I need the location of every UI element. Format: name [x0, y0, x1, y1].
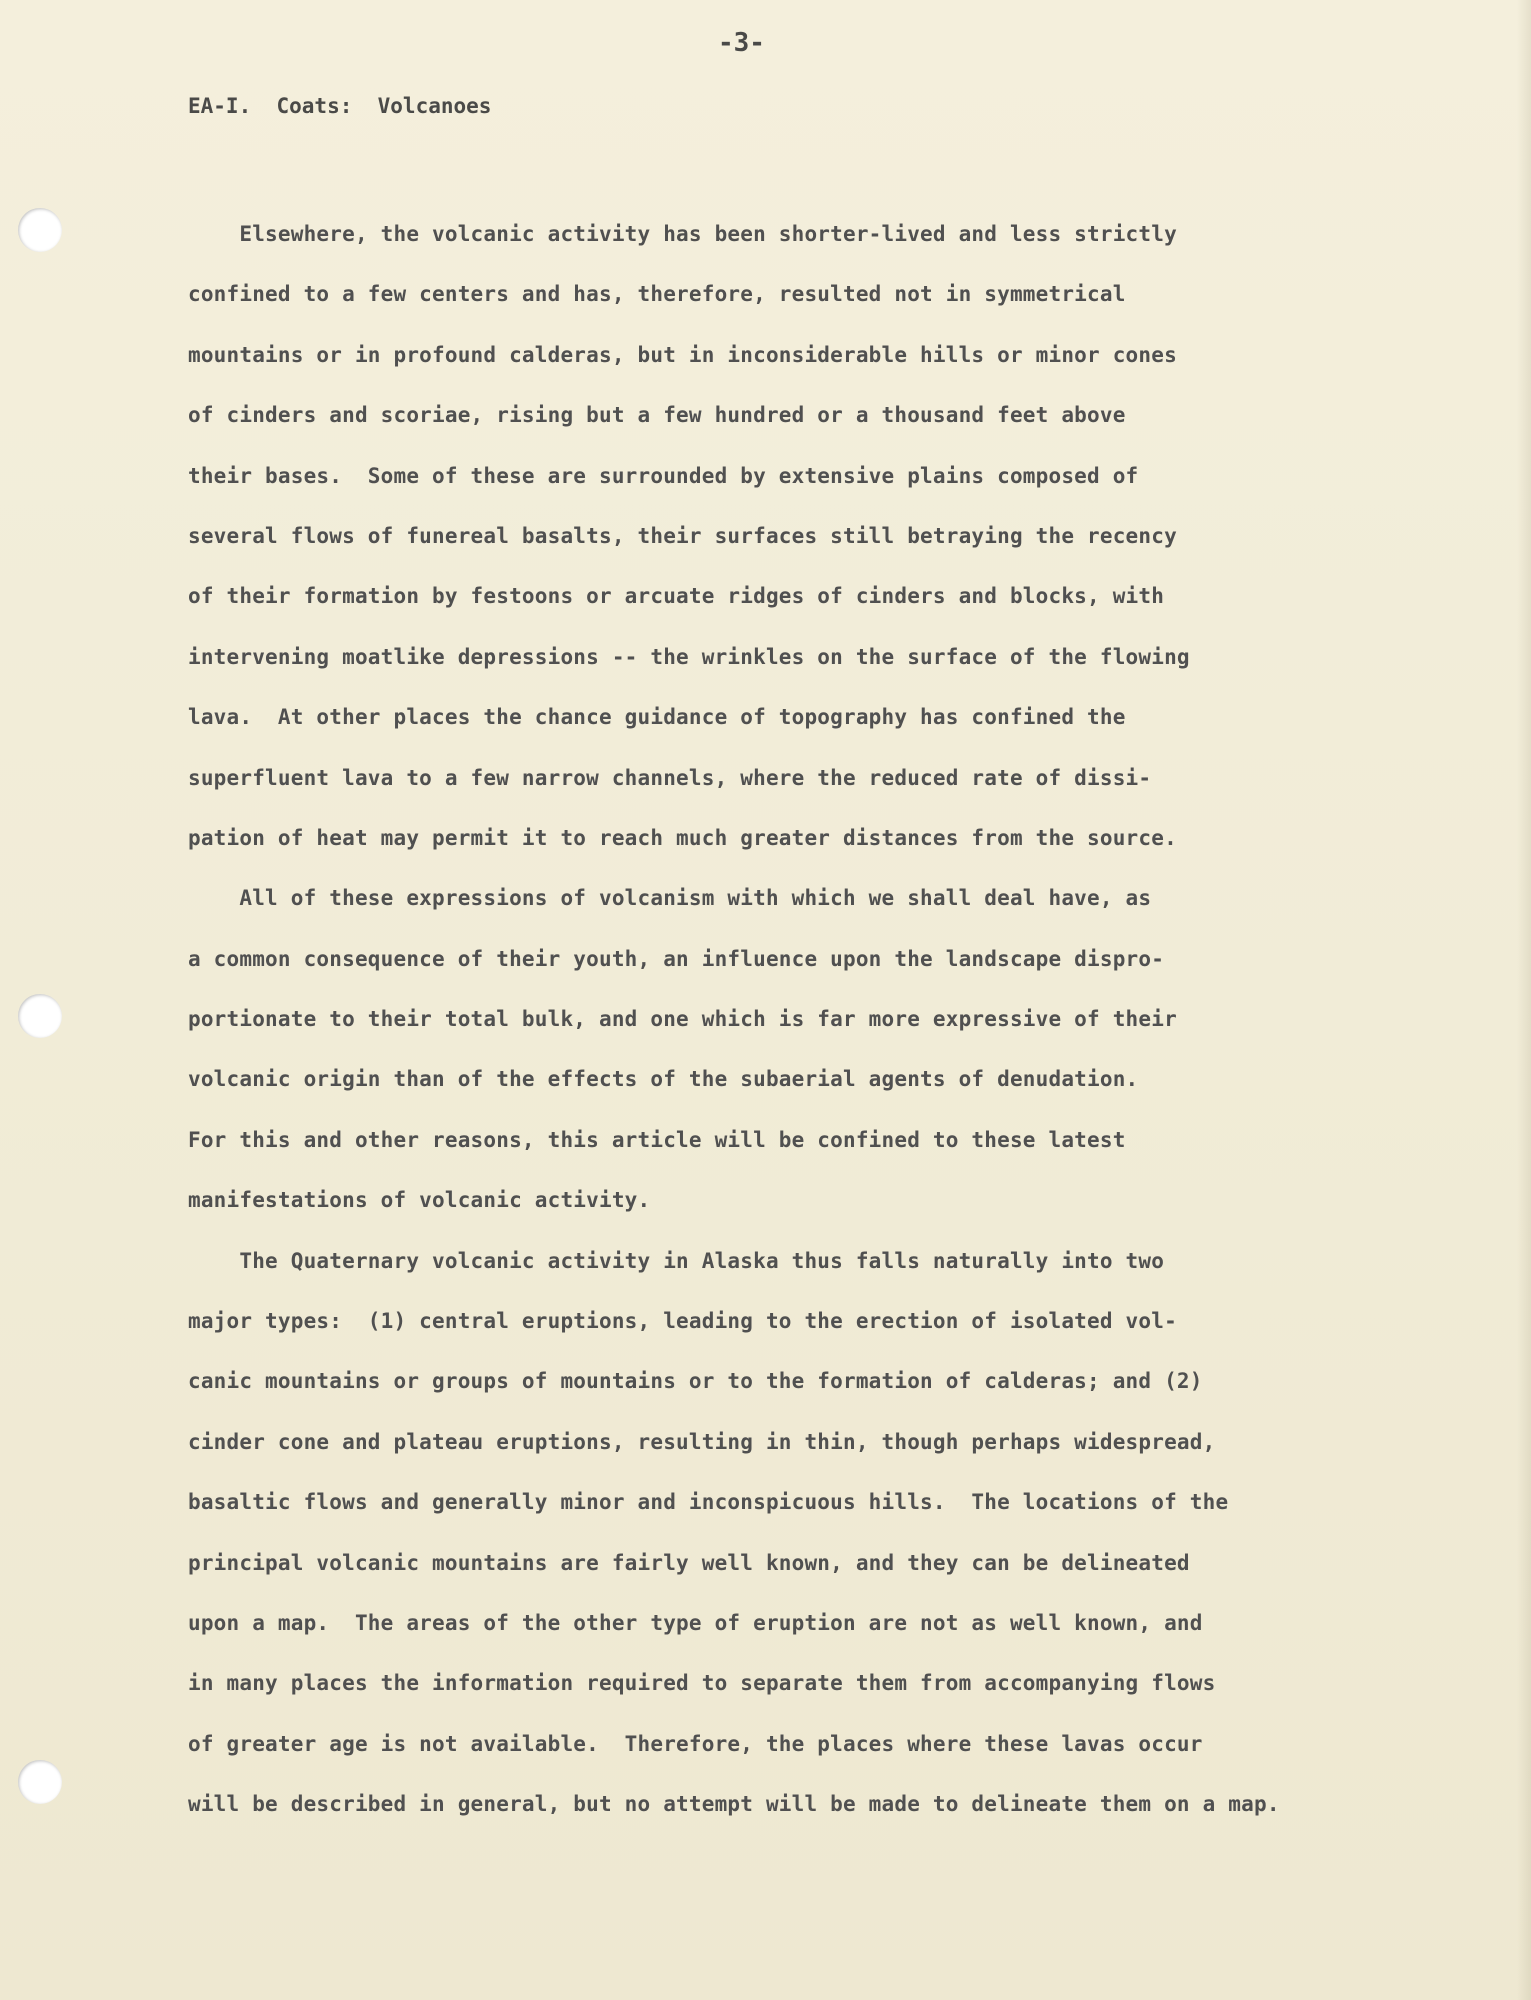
text-line-27: will be described in general, but no attempt will be made to delineate them on a map. — [188, 1792, 1280, 1817]
text-line-13: a common consequence of their youth, an influence upon the landscape dispro- — [188, 946, 1165, 971]
punch-hole-middle — [18, 994, 62, 1038]
text-line-15: volcanic origin than of the effects of the subaerial agents of denudation. — [188, 1067, 1139, 1092]
text-line-8: intervening moatlike depressions -- the wrinkles on the surface of the flowing — [188, 644, 1190, 669]
text-line-5: their bases. Some of these are surrounded by extensive plains composed of — [188, 463, 1139, 488]
text-line-7: of their formation by festoons or arcuate ridges of cinders and blocks, with — [188, 584, 1165, 609]
text-line-2: confined to a few centers and has, therefore, resulted not in symmetrical — [188, 282, 1126, 307]
text-line-14: portionate to their total bulk, and one which is far more expressive of their — [188, 1007, 1177, 1032]
text-line-26: of greater age is not available. Therefore, the places where these lavas occur — [188, 1731, 1203, 1756]
text-line-4: of cinders and scoriae, rising but a few hundred or a thousand feet above — [188, 403, 1126, 428]
text-line-1: Elsewhere, the volcanic activity has been shorter-lived and less strictly — [188, 222, 1177, 246]
text-line-17: manifestations of volcanic activity. — [188, 1188, 651, 1213]
page-edge-shadow — [1517, 0, 1531, 2000]
punch-hole-top — [18, 208, 62, 252]
text-line-25: in many places the information required to separate them from accompanying flows — [188, 1671, 1216, 1696]
text-line-19: major types: (1) central eruptions, leading to the erection of isolated vol- — [188, 1309, 1177, 1334]
text-line-20: canic mountains or groups of mountains or to the formation of calderas; and (2) — [188, 1369, 1203, 1394]
body-text — [188, 204, 1280, 1835]
text-line-23: principal volcanic mountains are fairly well known, and they can be delineated — [188, 1550, 1190, 1575]
text-line-16: For this and other reasons, this article will be confined to these latest — [188, 1127, 1126, 1152]
text-line-24: upon a map. The areas of the other type of eruption are not as well known, and — [188, 1610, 1203, 1635]
text-line-10: superfluent lava to a few narrow channels, where the reduced rate of dissi- — [188, 765, 1152, 790]
text-line-6: several flows of funereal basalts, their surfaces still betraying the recency — [188, 523, 1177, 548]
page-number: -3- — [718, 28, 765, 58]
punch-hole-bottom — [18, 1760, 62, 1804]
text-line-18: The Quaternary volcanic activity in Alaska thus falls naturally into two — [188, 1248, 1165, 1273]
text-line-22: basaltic flows and generally minor and inconspicuous hills. The locations of the — [188, 1490, 1229, 1515]
document-header: EA-I. Coats: Volcanoes — [188, 94, 492, 118]
text-line-12: All of these expressions of volcanism with which we shall deal have, as — [188, 886, 1152, 911]
text-line-11: pation of heat may permit it to reach much greater distances from the source. — [188, 825, 1177, 850]
text-line-9: lava. At other places the chance guidance of topography has confined the — [188, 705, 1126, 730]
text-line-3: mountains or in profound calderas, but in inconsiderable hills or minor cones — [188, 342, 1177, 367]
text-line-21: cinder cone and plateau eruptions, resulting in thin, though perhaps widespread, — [188, 1429, 1216, 1454]
